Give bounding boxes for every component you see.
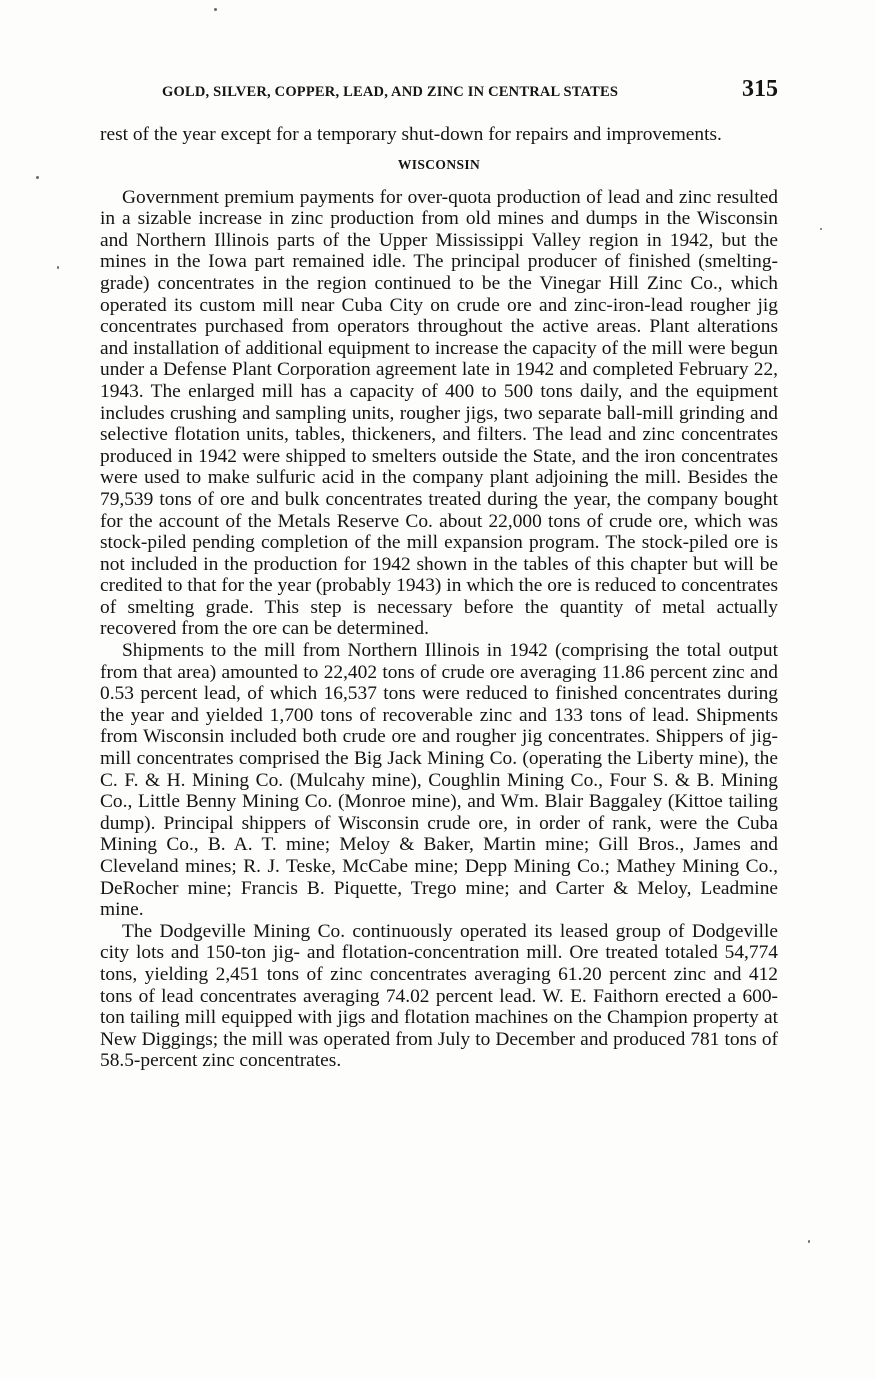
running-head (100, 76, 778, 110)
body-text (100, 124, 778, 1072)
paragraph-dodgeville: The Dodgeville Mining Co. continuously operated its leased group of Dodgeville city lots and 150-ton jig- and flotation-concentration mill. Ore treated totaled 54,774 tons, yielding 2,451 tons of zinc concentrates averaging 61.20 percent zinc and 412 tons of lead concentrates averaging 74.02 percent lead. W. E. Faithorn erected a 600-ton tailing mill equipped with jigs and flotation machines on the Champion property at New Diggings; the mill was operated from July to December and produced 781 tons of 58.5-percent zinc concentrates. (100, 920, 778, 1072)
scan-speck (820, 228, 822, 230)
scan-speck (808, 1240, 810, 1243)
paragraph-shipments: Shipments to the mill from Northern Illinois in 1942 (comprising the total output from that area) amounted to 22,402 tons of crude ore averaging 11.86 percent zinc and 0.53 percent lead, of which 16,537 tons were reduced to finished concentrates during the year and yielded 1,700 tons of recoverable zinc and 133 tons of lead. Shipments from Wisconsin included both crude ore and rougher jig concentrates. Shippers of jig-mill concentrates comprised the Big Jack Mining Co. (operating the Liberty mine), the C. F. & H. Mining Co. (Mulcahy mine), Coughlin Mining Co., Four S. & B. Mining Co., Little Benny Mining Co. (Monroe mine), and Wm. Blair Baggaley (Kittoe tailing dump). Principal shippers of Wisconsin crude ore, in order of rank, were the Cuba Mining Co., B. A. T. mine; Meloy & Baker, Martin mine; Gill Bros., James and Cleveland mines; R. J. Teske, McCabe mine; Depp Mining Co.; Mathey Mining Co., DeRocher mine; Francis B. Piquette, Trego mine; and Carter & Meloy, Leadmine mine. (100, 640, 778, 921)
page-number: 315 (742, 76, 778, 102)
paragraph-wisconsin-overview: Government premium payments for over-quota production of lead and zinc resulted in a sizable increase in zinc production from old mines and dumps in the Wisconsin and Northern Illinois parts of the Upper Mississippi Valley region in 1942, but the mines in the Iowa part remained idle. The principal producer of finished (smelting-grade) concentrates in the region continued to be the Vinegar Hill Zinc Co., which operated its custom mill near Cuba City on crude ore and zinc-iron-lead rougher jig concentrates purchased from operators throughout the active areas. Plant alterations and installation of additional equipment to increase the capacity of the mill were begun under a Defense Plant Corporation agreement late in 1942 and completed February 22, 1943. The enlarged mill has a capacity of 400 to 500 tons daily, and the equipment includes crushing and sampling units, rougher jigs, two separate ball-mill grinding and selective flotation units, tables, thickeners, and filters. The lead and zinc concentrates produced in 1942 were shipped to smelters outside the State, and the iron concentrates were used to make sulfuric acid in the company plant adjoining the mill. Besides the 79,539 tons of ore and bulk concentrates treated during the year, the company bought for the account of the Metals Reserve Co. about 22,000 tons of crude ore, which was stock-piled pending completion of the mill expansion program. The stock-piled ore is not included in the production for 1942 shown in the tables of this chapter but will be credited to that for the year (probably 1943) in which the ore is reduced to concentrates of smelting grade. This step is necessary before the quantity of metal actually recovered from the ore can be determined. (100, 186, 778, 640)
scan-speck (36, 176, 39, 179)
scan-speck (214, 8, 217, 11)
section-heading: WISCONSIN (397, 156, 481, 172)
continuation-paragraph: rest of the year except for a temporary shut-down for repairs and improvements. (100, 124, 722, 145)
scan-speck (57, 266, 59, 269)
running-head-title: GOLD, SILVER, COPPER, LEAD, AND ZINC IN CENTRAL STATES (162, 84, 619, 100)
